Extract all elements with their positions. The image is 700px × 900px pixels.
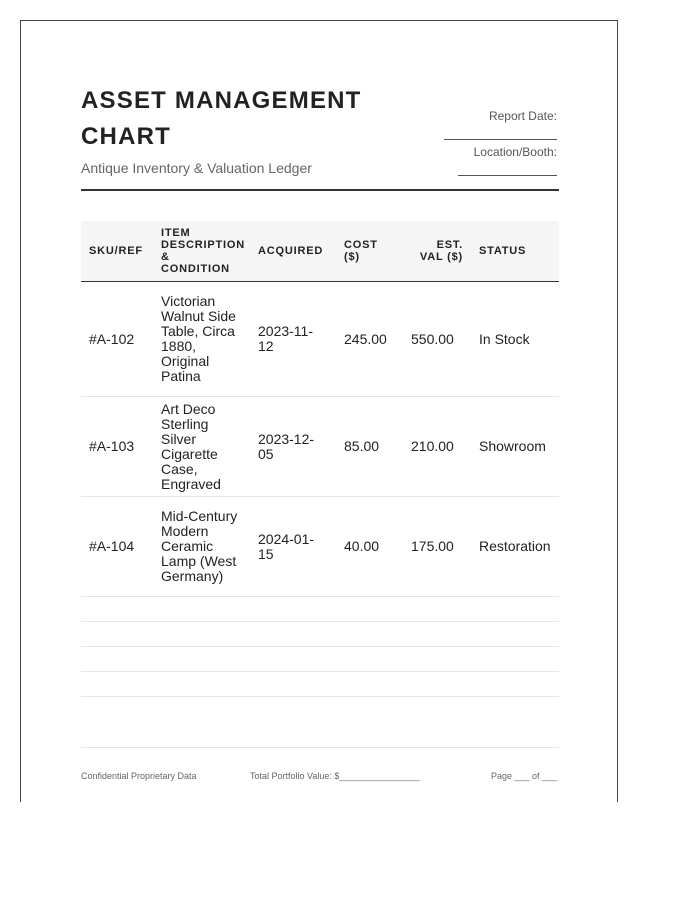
column-header-cost: COST ($) [336,221,403,282]
cell-acquired: 2023-11-12 [250,282,336,397]
empty-table-row[interactable] [81,647,559,672]
column-header-acquired: ACQUIRED [250,221,336,282]
cell-est-val: 175.00 [403,497,471,597]
table-row [81,397,559,497]
empty-table-row[interactable] [81,672,559,697]
cell-description: Art Deco Sterling Silver Cigarette Case, Engraved [153,397,250,497]
header-divider [81,189,559,191]
cell-est-val: 210.00 [403,397,471,497]
cell-description: Mid-Century Modern Ceramic Lamp (West Germany) [153,497,250,597]
cell-est-val: 550.00 [403,282,471,397]
cell-cost: 40.00 [336,497,403,597]
cell-description: Victorian Walnut Side Table, Circa 1880, Original Patina [153,282,250,397]
location-booth-label: Location/Booth: [473,145,557,159]
cell-sku: #A-103 [81,397,153,497]
column-header-description: ITEM DESCRIPTION & CONDITION [153,221,250,282]
empty-table-row[interactable] [81,597,559,622]
report-date-label: Report Date: [488,109,557,123]
location-booth-field[interactable] [458,175,557,176]
inventory-table [81,221,559,748]
empty-table-row[interactable] [81,622,559,647]
cell-status: Showroom [471,397,559,497]
table-header-row [81,221,559,282]
column-header-sku: SKU/REF [81,221,153,282]
table-row [81,497,559,597]
cell-acquired: 2023-12-05 [250,397,336,497]
cell-status: In Stock [471,282,559,397]
footer-page-number: Page ___ of ___ [490,771,557,781]
footer-portfolio-total: Total Portfolio Value: $________________ [250,771,420,781]
cell-status: Restoration [471,497,559,597]
column-header-status: STATUS [471,221,559,282]
empty-table-row[interactable] [81,697,559,748]
cell-sku: #A-102 [81,282,153,397]
cell-acquired: 2024-01-15 [250,497,336,597]
ledger-page [20,20,618,802]
page-title: ASSET MANAGEMENT CHART [81,87,362,150]
cell-cost: 85.00 [336,397,403,497]
page-subtitle: Antique Inventory & Valuation Ledger [81,160,312,176]
table-row [81,282,559,397]
report-date-field[interactable] [444,139,557,140]
cell-cost: 245.00 [336,282,403,397]
footer-confidential-note: Confidential Proprietary Data [81,771,197,781]
cell-sku: #A-104 [81,497,153,597]
column-header-est-val: EST. VAL ($) [403,221,471,282]
